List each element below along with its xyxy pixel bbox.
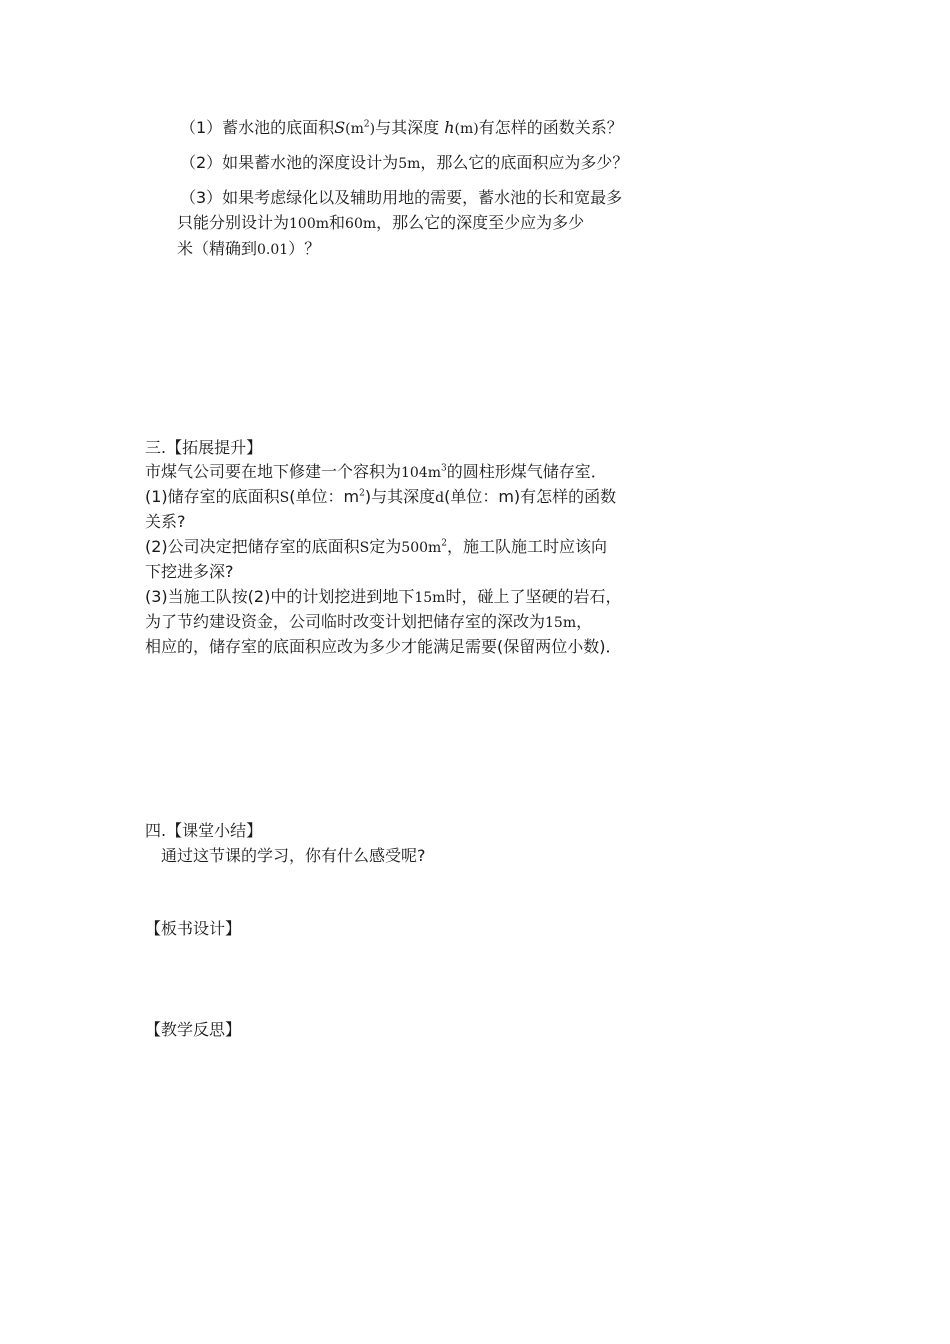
s3q3-value1: 15m [414, 590, 446, 606]
question-3-line-2 [177, 212, 584, 235]
q3-value2: 60m [345, 216, 377, 232]
question-2 [180, 152, 628, 175]
s3q2-exp: 2 [441, 538, 448, 549]
unit-exp: 2 [363, 119, 370, 130]
section-4-body-text: 通过这节课的学习，你有什么感受呢? [161, 846, 426, 865]
board-design-heading-text: 【板书设计】 [145, 919, 242, 938]
question-3-line-3 [177, 238, 320, 261]
q1-suffix: 有怎样的函数关系？ [478, 118, 623, 137]
intro-value: 104m [401, 465, 442, 481]
section-4-body [161, 845, 426, 867]
s3q1-mid: 与其深度 [371, 487, 436, 506]
section-3-q1-line-2 [145, 511, 186, 533]
s3q1-line2: 关系? [145, 512, 186, 531]
q3-line3-prefix: 米（精确到 [177, 239, 258, 258]
q2-value: 5m [398, 156, 421, 172]
q2-prefix: （2）如果蓄水池的深度设计为 [180, 153, 399, 172]
section-3-intro [145, 461, 607, 484]
section-4-heading [145, 820, 262, 842]
s3q2-line2: 下挖进多深? [145, 562, 234, 581]
teaching-reflection-heading-text: 【教学反思】 [145, 1020, 242, 1039]
s3q2-var-s: S [359, 540, 370, 556]
intro-exp: 3 [441, 463, 447, 474]
q1-mid: 与其深度 [375, 118, 440, 137]
s3q1-var-d: d [435, 490, 445, 506]
section-3-q3-line-2 [145, 611, 592, 634]
q3-line2-prefix: 只能分别设计为 [177, 213, 290, 232]
s3q3-line3: 相应的，储存室的底面积应改为多少才能满足需要(保留两位小数)． [145, 637, 622, 656]
section-3-q3-line-3 [145, 636, 622, 658]
q3-line3-suffix: ）？ [288, 239, 321, 258]
section-3-q2-line-2 [145, 561, 234, 583]
s3q1-var-s: S [279, 490, 290, 506]
s3q2-value: 500m [401, 540, 442, 556]
s3q3-value2: 15m [545, 615, 577, 631]
s3q1-unit1-exp: 2 [359, 488, 365, 499]
q1-prefix: （1）蓄水池的底面积 [180, 118, 335, 137]
question-1 [180, 117, 623, 140]
s3q2-suffix: ，施工队施工时应该向 [447, 537, 608, 556]
section-4-heading-text: 四.【课堂小结】 [145, 821, 263, 840]
section-3-heading [145, 437, 262, 459]
q3-line1: （3）如果考虑绿化以及辅助用地的需要，蓄水池的长和宽最多 [180, 188, 623, 207]
s3q2-mid: 定为 [369, 537, 402, 556]
intro-prefix: 市煤气公司要在地下修建一个容积为 [145, 462, 402, 481]
s3q3-line2-suffix: ， [576, 612, 593, 631]
unit-h: (m) [454, 121, 479, 137]
q2-suffix: ，那么它的底面积应为多少？ [420, 153, 629, 172]
var-s: S [334, 118, 346, 137]
section-3-heading-text: 三.【拓展提升】 [145, 438, 263, 457]
section-3-q2-line-1 [145, 536, 607, 559]
unit-close: ) [369, 121, 376, 137]
q3-line3-value: 0.01 [257, 242, 289, 258]
section-3-q3-line-1 [145, 586, 621, 609]
question-3-line-1 [180, 187, 622, 209]
q3-line2-mid: 和 [329, 213, 346, 232]
board-design-heading [145, 918, 241, 940]
section-3-q1-line-1 [145, 486, 616, 509]
s3q1-unit2: (单位：m) [444, 487, 521, 506]
s3q1-prefix: (1)储存室的底面积 [145, 487, 280, 506]
s3q3-line2-prefix: 为了节约建设资金，公司临时改变计划把储存室的深改为 [145, 612, 546, 631]
s3q1-suffix: 有怎样的函数 [520, 487, 617, 506]
s3q3-suffix: 时，碰上了坚硬的岩石， [445, 587, 622, 606]
s3q1-unit1-close: ) [364, 487, 372, 506]
unit-open: (m [345, 121, 364, 137]
s3q1-unit1-open: (单位：m [289, 487, 360, 506]
s3q3-prefix: (3)当施工队按(2)中的计划挖进到地下 [145, 587, 415, 606]
q3-line2-suffix: ，那么它的深度至少应为多少 [376, 213, 585, 232]
teaching-reflection-heading [145, 1019, 241, 1041]
s3q2-prefix: (2)公司决定把储存室的底面积 [145, 537, 360, 556]
var-h: h [444, 118, 455, 137]
intro-suffix: 的圆柱形煤气储存室． [446, 462, 607, 481]
q3-value1: 100m [289, 216, 330, 232]
